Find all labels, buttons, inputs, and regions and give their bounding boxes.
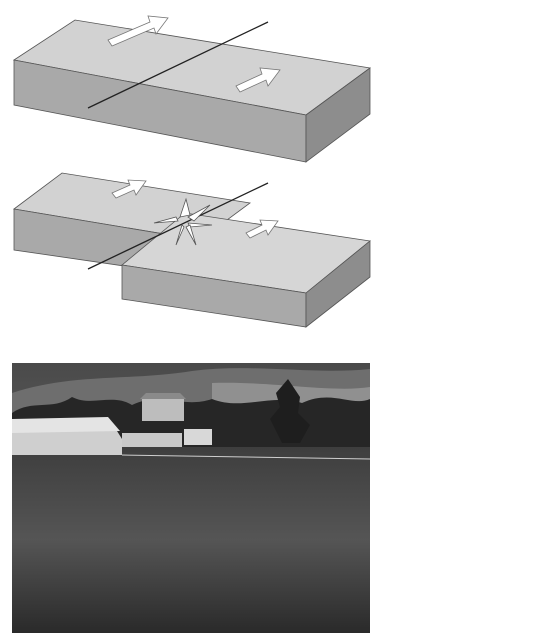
elastic-rebound-diagram-bottom — [0, 165, 380, 340]
fence-offset-photograph — [12, 363, 370, 633]
elastic-rebound-diagram-top — [0, 0, 380, 175]
field — [12, 447, 370, 633]
house — [142, 399, 184, 421]
